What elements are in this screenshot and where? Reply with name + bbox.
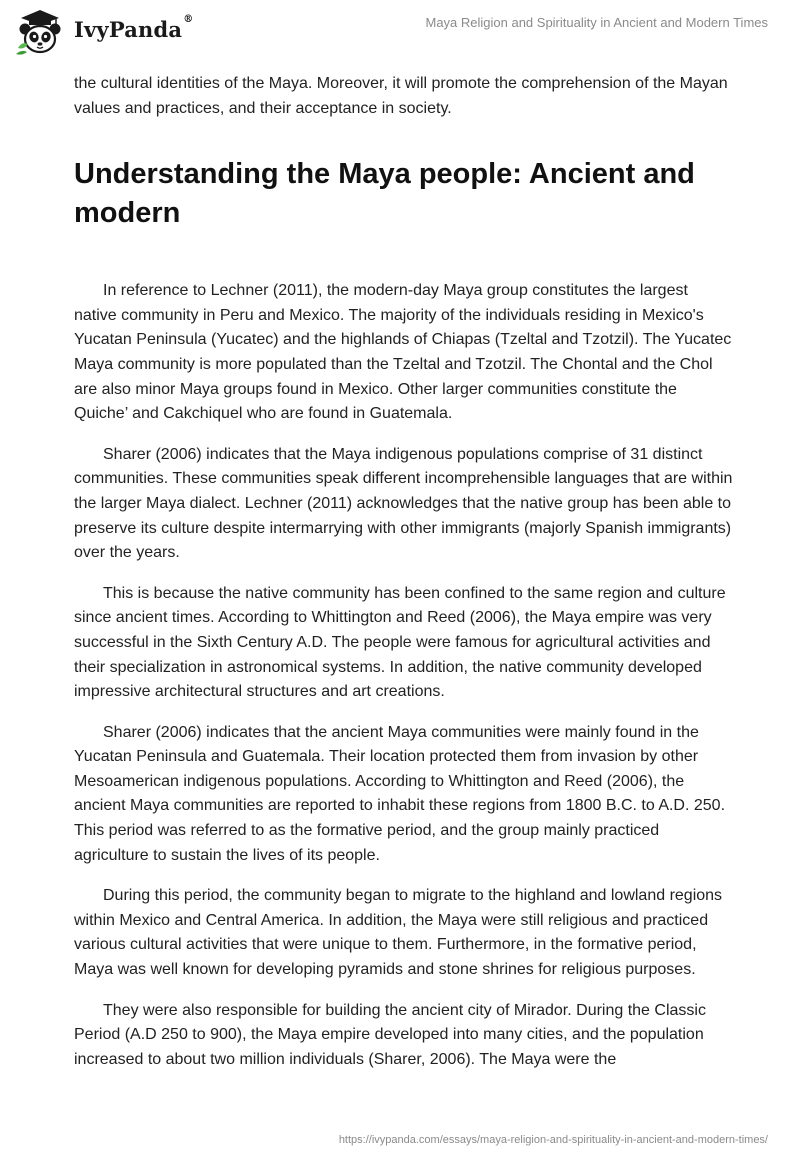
paragraph: They were also responsible for building the ancient city of Mirador. During the Classic Period (A.D 250 to 900), the Maya empire developed into many cities, and the population increased to about two million individuals (Sharer, 2006). The Maya were the	[74, 1001, 706, 1068]
paragraph: During this period, the community began to migrate to the highland and lowland regions within Mexico and Central America. In addition, the Maya were still religious and practiced various cultural activities that were unique to them. Furthermore, in the formative period, Maya was well known for developing pyramids and stone shrines for religious purposes.	[74, 887, 723, 979]
intro-continuation: the cultural identities of the Maya. Moreover, it will promote the comprehension of the Mayan values and practices, and their acceptance in society.	[74, 75, 728, 117]
paragraph: Sharer (2006) indicates that the ancient Maya communities were mainly found in the Yucatan Peninsula and Guatemala. Their location protected them from invasion by other Mesoamerican indigenous populations. According to Whittington and Reed (2006), the ancient Maya communities are reported to inhabit these regions from 1800 B.C. to A.D. 250. This period was referred to as the formative period, and the group mainly practiced agriculture to sustain the lives of its people.	[74, 723, 726, 864]
paragraph: In reference to Lechner (2011), the modern-day Maya group constitutes the largest native community in Peru and Mexico. The majority of the individuals residing in Mexico's Yucatan Peninsula (Yucatec) and the highlands of Chiapas (Tzeltal and Tzotzil). The Yucatec Maya community is more populated than the Tzeltal and Tzotzil. The Chontal and the Chol are also minor Maya groups found in Mexico. Other larger communities constitute the Quiche’ and Cakchiquel who are found in Guatemala.	[74, 282, 732, 423]
panda-logo-icon	[14, 8, 66, 56]
document-title: Maya Religion and Spirituality in Ancient and Modern Times	[425, 15, 768, 30]
paragraph: This is because the native community has been confined to the same region and culture since ancient times. According to Whittington and Reed (2006), the Maya empire was very successful in the Sixth Century A.D. The people were famous for agricultural activities and their specialization in astronomical systems. In addition, the native community developed impressive architectural structures and art creations.	[74, 584, 726, 701]
essay-body	[74, 72, 734, 1088]
ivypanda-logo[interactable]	[14, 8, 214, 56]
logo-text: IvyPanda®	[74, 14, 194, 42]
page-header	[0, 0, 800, 62]
paragraph: Sharer (2006) indicates that the Maya indigenous populations comprise of 31 distinct communities. These communities speak different incomprehensible languages that are within the larger Maya dialect. Lechner (2011) acknowledges that the native group has been able to preserve its culture despite intermarrying with other immigrants (majorly Spanish immigrants) over the years.	[74, 445, 733, 562]
section-heading: Understanding the Maya people: Ancient and modern	[74, 158, 695, 230]
source-url[interactable]: https://ivypanda.com/essays/maya-religion-and-spirituality-in-ancient-and-modern-times/	[338, 1134, 768, 1146]
